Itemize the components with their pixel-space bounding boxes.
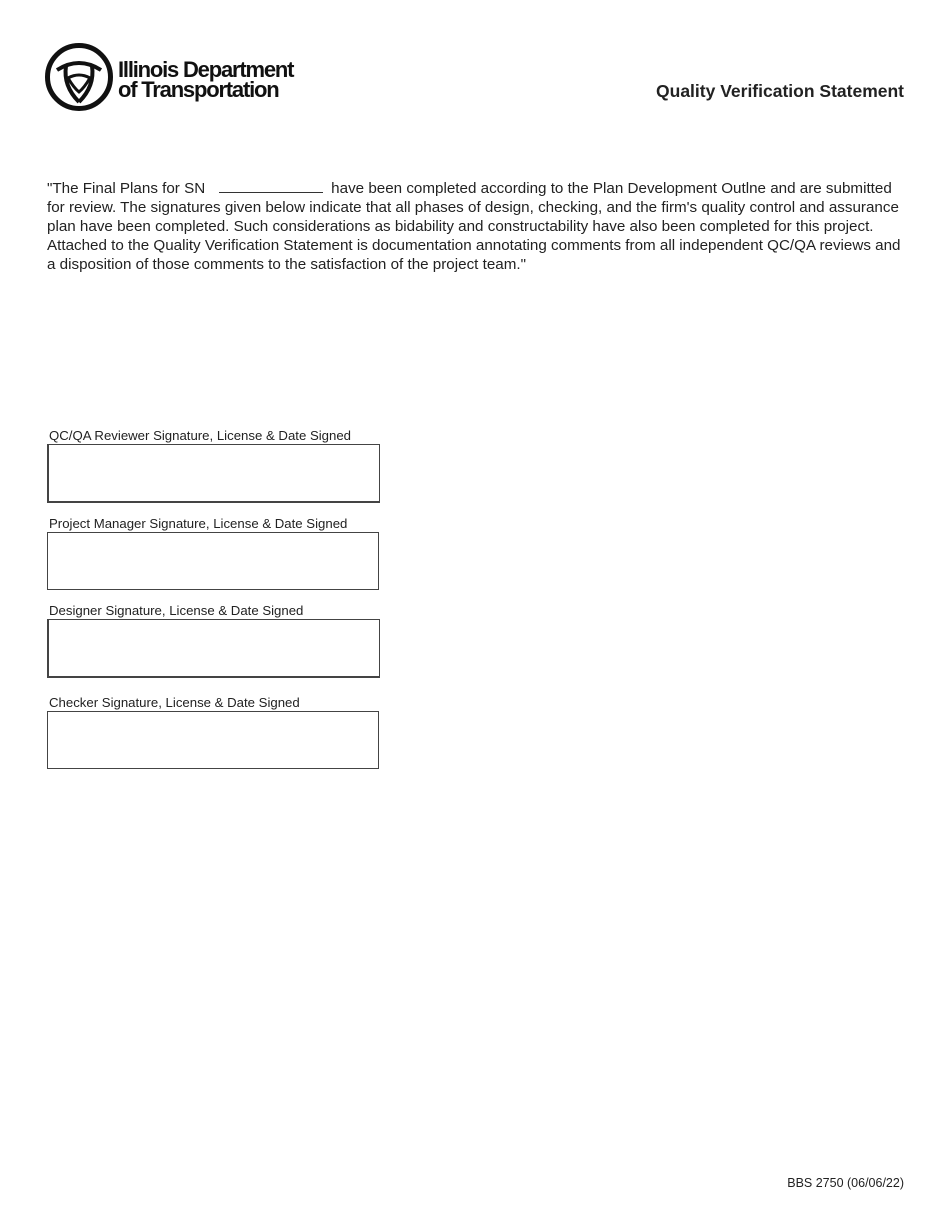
- sn-input-field[interactable]: [219, 178, 323, 193]
- form-number: BBS 2750 (06/06/22): [787, 1176, 904, 1190]
- project-manager-label: Project Manager Signature, License & Date Signed: [49, 516, 348, 531]
- verification-statement: [47, 178, 907, 274]
- project-manager-signature-field[interactable]: [47, 532, 379, 590]
- statement-text-start: "The Final Plans for SN: [47, 180, 206, 197]
- statement-text-rest: have been completed according to the Plan Development Outlne and are submitted for review. The signatures given below indicate that all phases of design, checking, and the firm's quality control and assurance plan have been completed. Such considerations as bidability and constructability have also been completed for this project. Attached to the Quality Verification Statement is documentation annotating comments from all independent QC/QA reviews and a disposition of those comments to the satisfaction of the project team.": [47, 180, 901, 273]
- designer-label: Designer Signature, License & Date Signed: [49, 603, 304, 618]
- checker-signature-field[interactable]: [47, 711, 379, 769]
- qcqa-reviewer-label: QC/QA Reviewer Signature, License & Date Signed: [49, 428, 352, 443]
- agency-name-line2: of Transportation: [118, 77, 279, 102]
- idot-emblem-icon: [44, 42, 114, 112]
- idot-logo: [44, 42, 304, 114]
- checker-label: Checker Signature, License & Date Signed: [49, 695, 300, 710]
- agency-name: [118, 57, 294, 102]
- qcqa-reviewer-signature-field[interactable]: [47, 444, 380, 503]
- form-title: Quality Verification Statement: [656, 81, 904, 101]
- agency-name-line1: Illinois Department: [118, 57, 294, 82]
- designer-signature-field[interactable]: [47, 619, 380, 678]
